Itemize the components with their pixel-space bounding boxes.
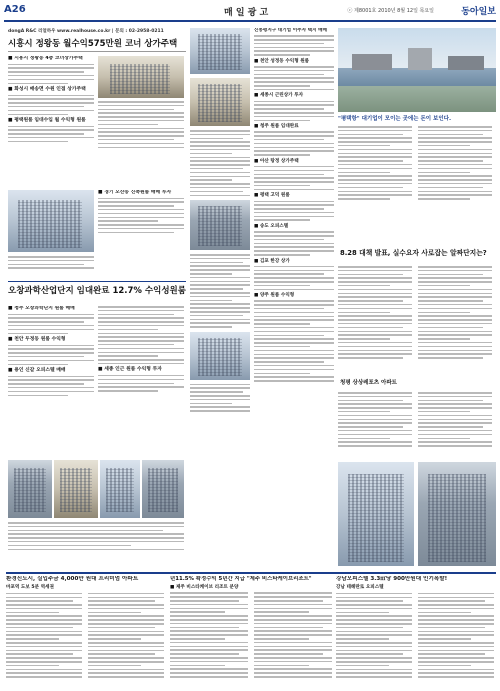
body-text xyxy=(8,95,94,115)
item-head: ■ 경기 오산동 신축원룸 매매 투자 xyxy=(98,190,172,195)
bottom-sub-3: 강남 테헤란로 오피스텔 xyxy=(336,585,384,591)
bottom-divider xyxy=(6,572,496,574)
building-photo xyxy=(8,190,94,252)
body-text xyxy=(88,593,164,680)
section-title: 매 일 광 고 xyxy=(224,8,269,18)
bottom-block-1 xyxy=(6,576,166,688)
section-divider xyxy=(8,281,186,282)
hero-port-photo xyxy=(338,28,496,112)
item-head: ■ 청주 원룸 임대완료 xyxy=(254,124,299,130)
item-head: ■ 천안 두정동 원룸 수익형 xyxy=(8,337,66,342)
paper-logo: 동아일보 xyxy=(461,7,496,17)
item-head: ■ 평택 고덕 원룸 xyxy=(254,193,290,199)
apartment-photo xyxy=(418,462,496,566)
left-subcol-f xyxy=(98,306,184,456)
body-text xyxy=(190,254,250,328)
brand-line: dongA R&C 리얼하우 www.realhouse.co.kr | 문의 : 02-2958-0211 xyxy=(8,29,164,34)
bottom-block-3 xyxy=(336,576,496,688)
body-text xyxy=(254,131,334,155)
item-head: ■ 청주 오창과학단지 원룸 매매 xyxy=(8,306,75,311)
masthead xyxy=(4,2,496,22)
bottom-sub-1: 마포역 도보 5분 역세권 xyxy=(6,585,54,591)
middle-column xyxy=(190,28,250,568)
body-text xyxy=(254,300,334,381)
body-text xyxy=(254,66,334,90)
right-title: 8.28 대책 발표, 실수요자 사로잡는 알짜단지는? xyxy=(340,249,487,257)
item-head: ■ 김포 한강 상가 xyxy=(254,258,290,264)
item-head: ■ 아산 탕정 상가주택 xyxy=(254,158,299,164)
body-text xyxy=(254,266,334,290)
left-subcol-e xyxy=(8,306,94,456)
building-photo xyxy=(54,460,98,518)
body-text xyxy=(338,126,412,202)
item-head: ■ 양주 원룸 수익형 xyxy=(254,293,295,299)
body-text xyxy=(8,256,94,269)
right-text-b xyxy=(338,392,496,462)
body-text xyxy=(98,306,184,364)
left-subcol-a xyxy=(8,56,94,186)
right-text-a xyxy=(338,266,496,376)
body-text xyxy=(254,35,334,55)
building-photo xyxy=(100,460,140,518)
middle-text-column xyxy=(254,28,334,568)
body-text xyxy=(190,384,250,412)
item-head: ■ 시흥시 정왕동 4층 코너상가주택 xyxy=(8,56,83,61)
body-text xyxy=(6,593,82,680)
body-text xyxy=(254,166,334,190)
body-text xyxy=(418,593,494,680)
left-subcol-g xyxy=(8,522,184,566)
left-subcol-d xyxy=(8,256,94,278)
building-photo xyxy=(190,332,250,380)
item-head: ■ 평택원룸 임대수입 월 수익형 원룸 xyxy=(8,118,86,123)
bottom-head-1: 환경신도시, 실입주금 4,000만 원대 프리미엄 아파트 xyxy=(6,576,139,582)
body-text xyxy=(8,314,94,334)
body-text xyxy=(254,201,334,221)
body-text xyxy=(8,126,94,143)
item-head: ■ 천안 성정동 수익형 원룸 xyxy=(254,58,310,64)
body-text xyxy=(336,593,412,680)
item-head: ■ 세종 인근 원룸 수익형 투자 xyxy=(98,367,162,373)
body-text xyxy=(338,266,412,361)
page-number: A26 xyxy=(4,4,26,15)
bottom-head-2: 년11.5% 확정수익 5년간 지급 "제주 비스타케이브리조트" xyxy=(170,576,312,582)
section1-title: 시흥시 정왕동 월수익575만원 코너 상가주택 xyxy=(8,39,178,49)
body-text xyxy=(8,522,184,550)
building-photo xyxy=(98,56,184,98)
item-head: ■ 송도 오피스텔 xyxy=(254,223,289,229)
hero-quote: "평택항" 대기업이 모이는 곳에는 돈이 보인다. xyxy=(338,116,452,122)
right-subtitle: 청평 상상레포츠 아파트 xyxy=(340,380,397,386)
body-text xyxy=(418,126,492,202)
item-head: ■ 용인 신갈 오피스텔 매매 xyxy=(8,368,66,373)
body-text xyxy=(98,198,184,234)
building-photo xyxy=(8,460,52,518)
body-text xyxy=(254,231,334,255)
left-subcol-b xyxy=(98,56,184,186)
divider xyxy=(8,51,186,52)
bottom-head-3: 강남오피스텔 3.3㎡당 900만원대 인기폭발! xyxy=(336,576,448,582)
building-photo xyxy=(190,78,250,126)
left-subcol-c xyxy=(98,190,184,270)
building-photo xyxy=(190,200,250,250)
body-text xyxy=(8,376,94,396)
body-text xyxy=(254,592,332,679)
building-photo xyxy=(190,28,250,74)
body-text xyxy=(338,392,412,449)
building-photo xyxy=(142,460,184,518)
body-text xyxy=(98,101,184,148)
body-text xyxy=(418,392,492,449)
body-text xyxy=(418,266,492,361)
middle-top-head: 신봉평지구 대기업 이주자 택지 매매 xyxy=(254,28,327,33)
body-text xyxy=(170,592,248,679)
body-text xyxy=(98,375,184,392)
issue-date: ⓒ 제8001호 2010년 8월 12일 목요일 xyxy=(347,8,434,14)
section2-title: 오창과학산업단지 임대완료 12.7% 수익성원룸 xyxy=(8,286,186,296)
body-text xyxy=(190,130,250,196)
item-head: ■ 화성시 매송면 수원 인접 상가주택 xyxy=(8,87,86,92)
body-text xyxy=(8,345,94,365)
body-text xyxy=(8,64,94,84)
apartment-photo xyxy=(338,462,414,566)
body-text xyxy=(254,101,334,121)
bottom-block-2 xyxy=(170,576,332,688)
bottom-sub-2: ■ 제주 비스타케이브 리조트 분양 xyxy=(170,585,239,591)
item-head: ■ 세종시 근린상가 투자 xyxy=(254,93,304,99)
